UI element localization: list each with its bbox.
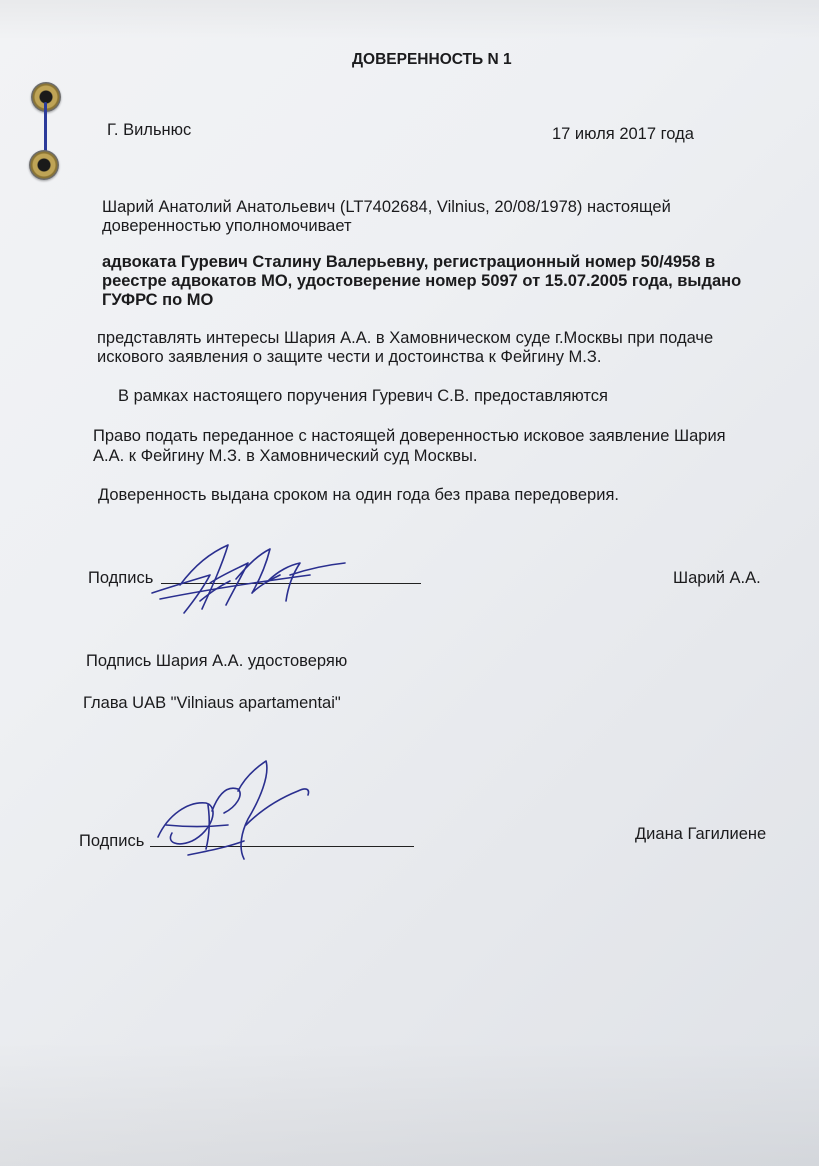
intro-line-1: Шарий Анатолий Анатольевич (LT7402684, Vilnius, 20/08/1978) настоящей xyxy=(102,198,671,216)
right-line-2: А.А. к Фейгину М.З. в Хамовнический суд Москвы. xyxy=(93,447,478,465)
intro-line-2: доверенностью уполномочивает xyxy=(102,217,352,235)
paper-shadow-bottom xyxy=(0,1040,819,1166)
signature-label-1: Подпись xyxy=(88,569,154,587)
term-line: Доверенность выдана сроком на один года без права передоверия. xyxy=(98,486,619,504)
certification-line-2: Глава UAB "Vilniaus apartamentai" xyxy=(83,694,341,712)
attorney-line-2: реестре адвокатов МО, удостоверение номер 5097 от 15.07.2005 года, выдано xyxy=(102,272,742,290)
represent-line-2: искового заявления о защите чести и достоинства к Фейгину М.З. xyxy=(97,348,602,366)
handwritten-signature-2 xyxy=(148,755,318,875)
attorney-line-3: ГУФРС по МО xyxy=(102,291,214,309)
document-city: Г. Вильнюс xyxy=(107,121,192,139)
document-date: 17 июля 2017 года xyxy=(552,125,694,143)
document-title: ДОВЕРЕННОСТЬ N 1 xyxy=(352,51,512,68)
signature-name-1: Шарий А.А. xyxy=(673,569,761,587)
signature-label-2: Подпись xyxy=(79,832,145,850)
handwritten-signature-1 xyxy=(140,535,360,625)
certification-line-1: Подпись Шария А.А. удостоверяю xyxy=(86,652,348,670)
attorney-line-1: адвоката Гуревич Сталину Валерьевну, регистрационный номер 50/4958 в xyxy=(102,253,716,271)
scope-line: В рамках настоящего поручения Гуревич С.В. предоставляются xyxy=(118,387,608,405)
represent-line-1: представлять интересы Шария А.А. в Хамовническом суде г.Москвы при подаче xyxy=(97,329,714,347)
binding-eyelet-bottom xyxy=(29,150,59,180)
signature-name-2: Диана Гагилиене xyxy=(635,825,767,843)
paper-shadow-top xyxy=(0,0,819,40)
right-line-1: Право подать переданное с настоящей доверенностью исковое заявление Шария xyxy=(93,427,726,445)
